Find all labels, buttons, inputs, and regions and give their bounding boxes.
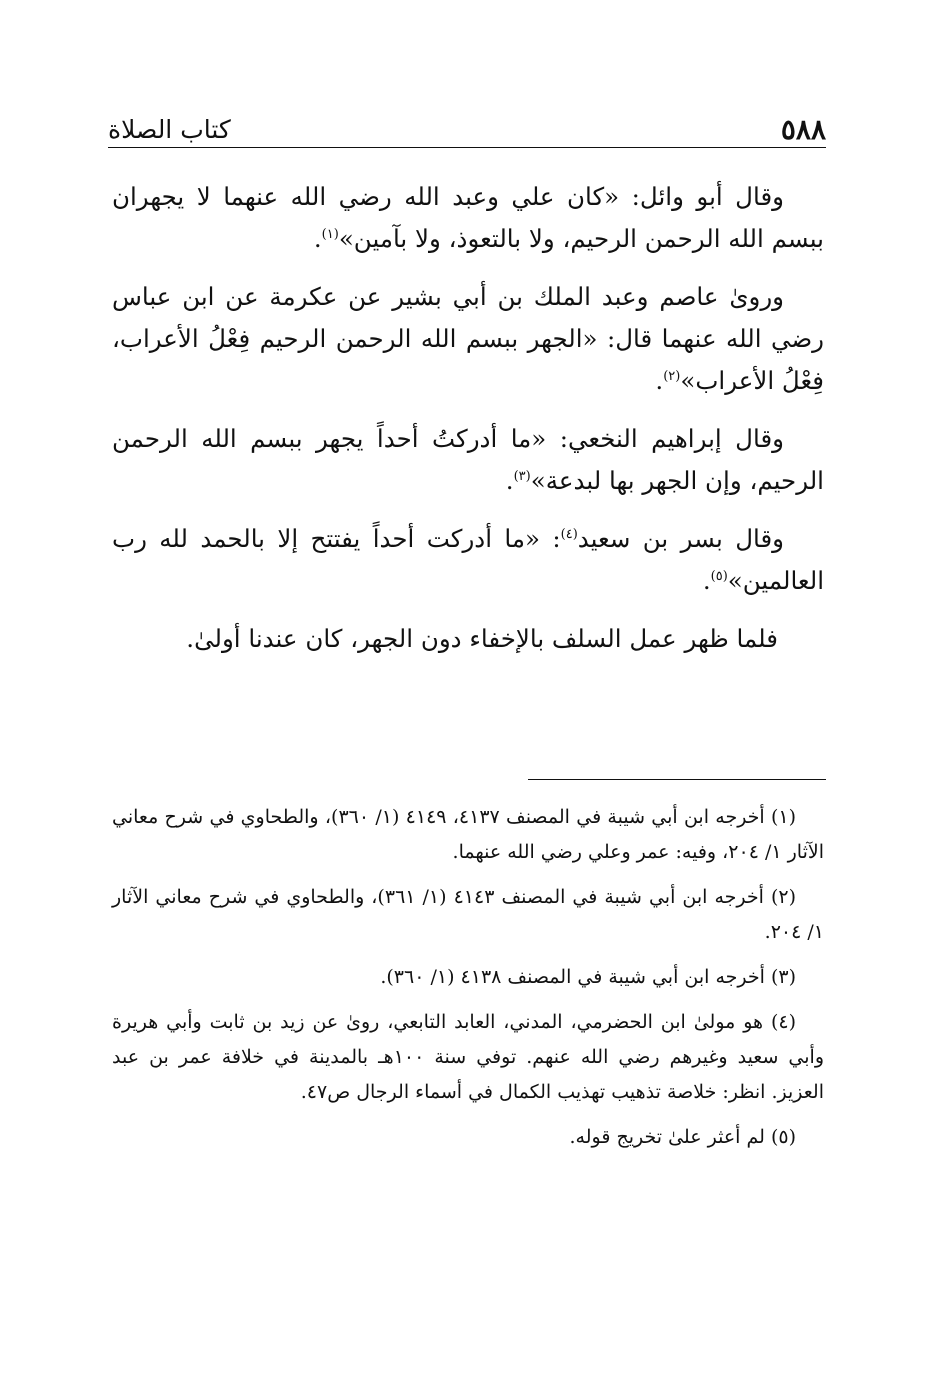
- paragraph-4-end: .: [702, 566, 711, 595]
- footnote-ref-2: (٢): [663, 368, 681, 384]
- paragraph-1-end: .: [313, 224, 322, 253]
- paragraph-4-text-a: وقال بسر بن سعيد: [577, 524, 785, 553]
- chapter-title: كتاب الصلاة: [108, 115, 231, 144]
- page-header: [108, 104, 826, 146]
- paragraph-2-end: .: [655, 366, 664, 395]
- footnote-3: (٣) أخرجه ابن أبي شيبة في المصنف ٤١٣٨ (١/ ٣٦٠).: [380, 966, 796, 988]
- paragraph-3-end: .: [505, 466, 514, 495]
- paragraph-1-text: وقال أبو وائل: «كان علي وعبد الله رضي الله عنهما لا يجهران ببسم الله الرحمن الرحيم، ولا بالتعوذ، ولا بآمين»: [112, 182, 824, 253]
- header-divider: [108, 147, 826, 148]
- footnote-ref-1: (١): [321, 226, 339, 242]
- footnote-4: (٤) هو مولىٰ ابن الحضرمي، المدني، العابد التابعي، روىٰ عن زيد بن ثابت وأبي هريرة وأبي سعيد وغيرهم رضي الله عنهم. توفي سنة ١٠٠هـ بالمدينة في خلافة عمر بن عبد العزيز. انظر: خلاصة تذهيب تهذيب الكمال في أسماء الرجال ص٤٧.: [112, 1011, 824, 1103]
- footnote-divider: [528, 779, 826, 780]
- footnote-ref-5: (٥): [710, 568, 728, 584]
- footnotes: [112, 800, 824, 1165]
- paragraph-5: فلما ظهر عمل السلف بالإخفاء دون الجهر، كان عندنا أولىٰ.: [186, 624, 778, 653]
- paragraph-2: [112, 276, 824, 402]
- footnote-1: (١) أخرجه ابن أبي شيبة في المصنف ٤١٣٧، ٤١٤٩ (١/ ٣٦٠)، والطحاوي في شرح معاني الآثار ١/ ٢٠٤، وفيه: عمر وعلي رضي الله عنهما.: [112, 806, 824, 863]
- paragraph-1: [112, 176, 824, 260]
- footnote-ref-4: (٤): [560, 526, 578, 542]
- page-number: ٥٨٨: [780, 113, 826, 146]
- footnote-ref-3: (٣): [513, 468, 531, 484]
- main-text: [112, 176, 824, 676]
- paragraph-4: [112, 518, 824, 602]
- paragraph-3: [112, 418, 824, 502]
- footnote-5: (٥) لم أعثر علىٰ تخريج قوله.: [569, 1126, 796, 1148]
- paragraph-4-text-b: : «ما أدركت أحداً يفتتح إلا بالحمد لله رب العالمين»: [112, 524, 824, 595]
- paragraph-2-text: ورویٰ عاصم وعبد الملك بن أبي بشير عن عكرمة عن ابن عباس رضي الله عنهما قال: «الجهر ببسم الله الرحمن الرحيم فِعْلُ الأعراب، فِعْلُ الأعراب»: [112, 282, 824, 395]
- footnote-2: (٢) أخرجه ابن أبي شيبة في المصنف ٤١٤٣ (١/ ٣٦١)، والطحاوي في شرح معاني الآثار ١/ ٢٠٤.: [112, 886, 824, 943]
- paragraph-3-text: وقال إبراهيم النخعي: «ما أدركتُ أحداً يجهر ببسم الله الرحمن الرحيم، وإن الجهر بها لبدعة»: [112, 424, 824, 495]
